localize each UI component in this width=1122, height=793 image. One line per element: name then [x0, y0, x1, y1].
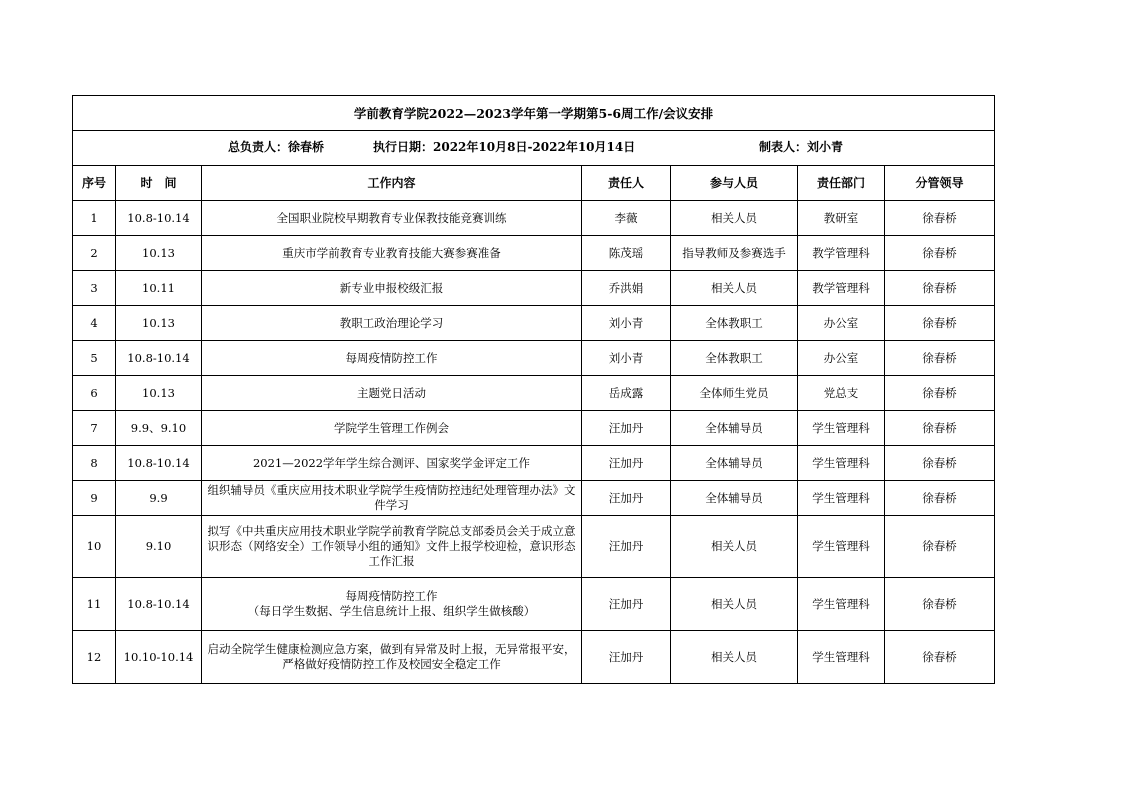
- cell-no: 10: [73, 516, 116, 578]
- cell-participants: 全体辅导员: [671, 446, 798, 481]
- table-row: [73, 306, 995, 341]
- cell-time: 9.9: [116, 481, 202, 516]
- cell-leader: 徐春桥: [885, 376, 995, 411]
- header-leader: 分管领导: [885, 166, 995, 201]
- cell-leader: 徐春桥: [885, 631, 995, 684]
- cell-no: 9: [73, 481, 116, 516]
- cell-content: 每周疫情防控工作: [202, 341, 582, 376]
- info-row: [73, 131, 995, 166]
- table-row: [73, 481, 995, 516]
- cell-time: 10.13: [116, 306, 202, 341]
- table-row: [73, 578, 995, 631]
- cell-no: 5: [73, 341, 116, 376]
- cell-participants: 指导教师及参赛选手: [671, 236, 798, 271]
- cell-content: 启动全院学生健康检测应急方案，做到有异常及时上报，无异常报平安，严格做好疫情防控工作及校园安全稳定工作: [202, 631, 582, 684]
- cell-participants: 相关人员: [671, 271, 798, 306]
- content-line: 每周疫情防控工作: [345, 589, 438, 603]
- cell-owner: 刘小青: [582, 306, 671, 341]
- table-row: [73, 271, 995, 306]
- cell-time: 10.13: [116, 376, 202, 411]
- table-row: [73, 516, 995, 578]
- cell-content: 拟写《中共重庆应用技术职业学院学前教育学院总支部委员会关于成立意识形态（网络安全）工作领导小组的通知》文件上报学校迎检，意识形态工作汇报: [202, 516, 582, 578]
- cell-content: 全国职业院校早期教育专业保教技能竞赛训练: [202, 201, 582, 236]
- cell-leader: 徐春桥: [885, 236, 995, 271]
- cell-leader: 徐春桥: [885, 516, 995, 578]
- cell-content: [202, 578, 582, 631]
- date-info: 执行日期：2022年10月8日-2022年10月14日: [373, 140, 636, 154]
- cell-owner: 乔洪娟: [582, 271, 671, 306]
- header-content: 工作内容: [202, 166, 582, 201]
- header-time: 时 间: [116, 166, 202, 201]
- table-row: [73, 631, 995, 684]
- header-participants: 参与人员: [671, 166, 798, 201]
- cell-leader: 徐春桥: [885, 271, 995, 306]
- cell-dept: 学生管理科: [798, 516, 885, 578]
- cell-dept: 教学管理科: [798, 236, 885, 271]
- cell-time: 10.8-10.14: [116, 201, 202, 236]
- cell-time: 10.11: [116, 271, 202, 306]
- cell-time: 10.8-10.14: [116, 341, 202, 376]
- cell-content: 教职工政治理论学习: [202, 306, 582, 341]
- cell-dept: 办公室: [798, 306, 885, 341]
- header-owner: 责任人: [582, 166, 671, 201]
- cell-dept: 教研室: [798, 201, 885, 236]
- cell-participants: 相关人员: [671, 201, 798, 236]
- cell-content: 学院学生管理工作例会: [202, 411, 582, 446]
- cell-no: 8: [73, 446, 116, 481]
- cell-dept: 学生管理科: [798, 481, 885, 516]
- header-row: [73, 166, 995, 201]
- cell-no: 12: [73, 631, 116, 684]
- leader-info: 总负责人：徐春桥: [228, 140, 325, 154]
- cell-dept: 办公室: [798, 341, 885, 376]
- header-no: 序号: [73, 166, 116, 201]
- cell-participants: 全体教职工: [671, 341, 798, 376]
- cell-no: 2: [73, 236, 116, 271]
- cell-participants: 相关人员: [671, 516, 798, 578]
- cell-dept: 教学管理科: [798, 271, 885, 306]
- cell-dept: 党总支: [798, 376, 885, 411]
- content-line: （每日学生数据、学生信息统计上报、组织学生做核酸）: [247, 604, 536, 618]
- cell-leader: 徐春桥: [885, 306, 995, 341]
- cell-time: 9.9、9.10: [116, 411, 202, 446]
- cell-owner: 李薇: [582, 201, 671, 236]
- cell-time: 10.8-10.14: [116, 578, 202, 631]
- cell-time: 10.8-10.14: [116, 446, 202, 481]
- cell-leader: 徐春桥: [885, 201, 995, 236]
- cell-owner: 汪加丹: [582, 578, 671, 631]
- cell-leader: 徐春桥: [885, 578, 995, 631]
- cell-owner: 汪加丹: [582, 481, 671, 516]
- cell-dept: 学生管理科: [798, 411, 885, 446]
- cell-owner: 汪加丹: [582, 516, 671, 578]
- cell-participants: 相关人员: [671, 578, 798, 631]
- table-row: [73, 201, 995, 236]
- title-row: [73, 96, 995, 131]
- cell-content: 组织辅导员《重庆应用技术职业学院学生疫情防控违纪处理管理办法》文件学习: [202, 481, 582, 516]
- cell-time: 9.10: [116, 516, 202, 578]
- schedule-table: [72, 95, 995, 684]
- cell-leader: 徐春桥: [885, 341, 995, 376]
- cell-leader: 徐春桥: [885, 481, 995, 516]
- cell-no: 7: [73, 411, 116, 446]
- cell-content: 重庆市学前教育专业教育技能大赛参赛准备: [202, 236, 582, 271]
- cell-owner: 陈茂瑶: [582, 236, 671, 271]
- table-row: [73, 376, 995, 411]
- table-row: [73, 411, 995, 446]
- cell-participants: 相关人员: [671, 631, 798, 684]
- cell-owner: 岳成露: [582, 376, 671, 411]
- cell-no: 4: [73, 306, 116, 341]
- table-title: 学前教育学院2022—2023学年第一学期第5-6周工作/会议安排: [73, 96, 995, 131]
- cell-participants: 全体辅导员: [671, 411, 798, 446]
- cell-content: 2021—2022学年学生综合测评、国家奖学金评定工作: [202, 446, 582, 481]
- cell-owner: 汪加丹: [582, 446, 671, 481]
- cell-content: 主题党日活动: [202, 376, 582, 411]
- cell-time: 10.10-10.14: [116, 631, 202, 684]
- table-row: [73, 446, 995, 481]
- cell-participants: 全体辅导员: [671, 481, 798, 516]
- cell-no: 6: [73, 376, 116, 411]
- cell-content: 新专业申报校级汇报: [202, 271, 582, 306]
- cell-leader: 徐春桥: [885, 446, 995, 481]
- cell-participants: 全体师生党员: [671, 376, 798, 411]
- cell-leader: 徐春桥: [885, 411, 995, 446]
- cell-owner: 刘小青: [582, 341, 671, 376]
- cell-no: 11: [73, 578, 116, 631]
- author-info: 制表人：刘小青: [759, 140, 844, 154]
- cell-owner: 汪加丹: [582, 411, 671, 446]
- cell-time: 10.13: [116, 236, 202, 271]
- cell-dept: 学生管理科: [798, 631, 885, 684]
- table-row: [73, 341, 995, 376]
- table-row: [73, 236, 995, 271]
- cell-dept: 学生管理科: [798, 446, 885, 481]
- cell-owner: 汪加丹: [582, 631, 671, 684]
- cell-no: 1: [73, 201, 116, 236]
- header-dept: 责任部门: [798, 166, 885, 201]
- cell-no: 3: [73, 271, 116, 306]
- cell-participants: 全体教职工: [671, 306, 798, 341]
- cell-dept: 学生管理科: [798, 578, 885, 631]
